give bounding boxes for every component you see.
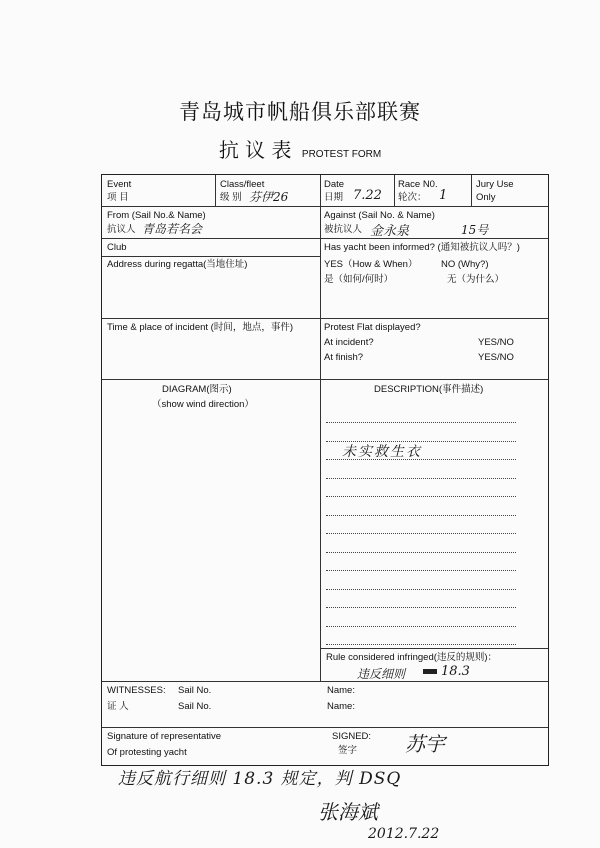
description-line	[326, 422, 516, 423]
against-label: Against (Sail No. & Name)	[324, 210, 435, 221]
rule-label: Rule considered infringed(违反的规则)：	[326, 652, 498, 663]
decision-date: 2012.7.22	[368, 826, 440, 842]
at-incident-yes-no: YES/NO	[478, 337, 514, 348]
against-value: 金永泉	[370, 224, 410, 239]
description-line	[326, 441, 516, 442]
event-label: Event	[107, 179, 132, 190]
signature-label-2: Of protesting yacht	[107, 747, 187, 758]
race-value: 1	[439, 188, 448, 203]
description-line	[326, 607, 516, 608]
from-value: 青岛若名会	[142, 222, 203, 236]
row-divider	[320, 648, 548, 649]
description-line	[326, 515, 516, 516]
date-label-cn: 日期	[324, 192, 344, 203]
protest-flag-label: Protest Flat displayed?	[324, 322, 421, 333]
no-why-label: NO (Why?)	[441, 259, 489, 270]
description-line	[326, 644, 516, 645]
form-title: 青岛城市帆船俱乐部联赛	[179, 100, 421, 124]
diagram-sublabel: （show wind direction）	[152, 399, 254, 410]
row-divider	[102, 238, 548, 239]
jury-only-label: Only	[476, 192, 496, 203]
at-finish-label: At finish?	[324, 352, 364, 363]
address-label: Address during regatta(当地住址)	[107, 259, 248, 270]
club-divider	[102, 256, 320, 257]
race-label-cn: 轮次：	[398, 192, 427, 203]
at-finish-yes-no: YES/NO	[478, 352, 514, 363]
yes-cn-label: 是（如何/何时）	[324, 274, 394, 285]
witness-sail-no-2: Sail No.	[178, 701, 212, 712]
witnesses-label-cn: 证 人	[107, 701, 129, 712]
race-label: Race N0.	[398, 179, 438, 190]
description-line	[326, 626, 516, 627]
rule-number-handwriting: 18.3	[441, 664, 470, 679]
date-label: Date	[324, 179, 345, 190]
col-divider	[394, 175, 395, 206]
row-divider	[102, 727, 548, 728]
signed-label: SIGNED:	[332, 731, 372, 742]
form-subtitle-en: PROTEST FORM	[301, 149, 382, 160]
diagram-label: DIAGRAM(图示)	[162, 384, 232, 395]
form-subtitle	[0, 134, 600, 163]
decision-handwriting: 违反航行细则 18.3 规定，判 DSQ	[118, 769, 402, 789]
description-line	[326, 496, 516, 497]
informed-label: Has yacht been informed? (通知被抗议人吗？)	[324, 242, 520, 253]
row-divider	[102, 681, 548, 682]
date-value: 7.22	[353, 188, 382, 203]
description-line	[326, 459, 516, 460]
row-divider	[102, 379, 548, 380]
yes-how-when-label: YES（How & When）	[324, 259, 418, 270]
description-line	[326, 478, 516, 479]
row-divider	[102, 318, 548, 319]
witness-sail-no-1: Sail No.	[178, 685, 212, 696]
signed-handwriting: 苏宇	[405, 732, 445, 756]
col-divider	[215, 175, 216, 206]
class-label: Class/fleet	[220, 179, 265, 190]
from-label-cn: 抗议人	[107, 224, 136, 235]
signature-label-1: Signature of representative	[107, 731, 222, 742]
class-label-cn: 级 别	[220, 192, 242, 203]
rule-handwriting: 违反细则	[357, 667, 406, 681]
against-sail-value: 15号	[461, 223, 489, 237]
at-incident-label: At incident?	[324, 337, 374, 348]
witness-name-2: Name:	[327, 701, 355, 712]
against-label-cn: 被抗议人	[324, 224, 363, 235]
event-label-cn: 项 目	[107, 192, 129, 203]
signed-label-cn: 签字	[338, 745, 358, 756]
no-cn-label: 无（为什么）	[447, 274, 505, 285]
protest-form	[101, 174, 549, 766]
witness-name-1: Name:	[327, 685, 355, 696]
row-divider	[102, 206, 548, 207]
time-place-label: Time & place of incident (时间，地点，事件)	[107, 322, 293, 333]
witnesses-label: WITNESSES:	[107, 685, 166, 696]
description-line	[326, 589, 516, 590]
description-handwriting: 未实救生衣	[342, 444, 422, 460]
club-label: Club	[107, 242, 127, 253]
form-subtitle-cn: 抗 议 表	[218, 138, 292, 162]
description-label: DESCRIPTION(事件描述)	[374, 384, 484, 395]
jury-use-label: Jury Use	[476, 179, 514, 190]
description-line	[326, 533, 516, 534]
scribble-mark	[423, 669, 437, 674]
class-value: 芬伊26	[249, 190, 289, 204]
description-line	[326, 552, 516, 553]
col-divider	[471, 175, 472, 206]
col-divider	[320, 175, 321, 681]
decision-signer: 张海斌	[318, 800, 378, 824]
description-line	[326, 570, 516, 571]
from-label: From (Sail No.& Name)	[107, 210, 206, 221]
